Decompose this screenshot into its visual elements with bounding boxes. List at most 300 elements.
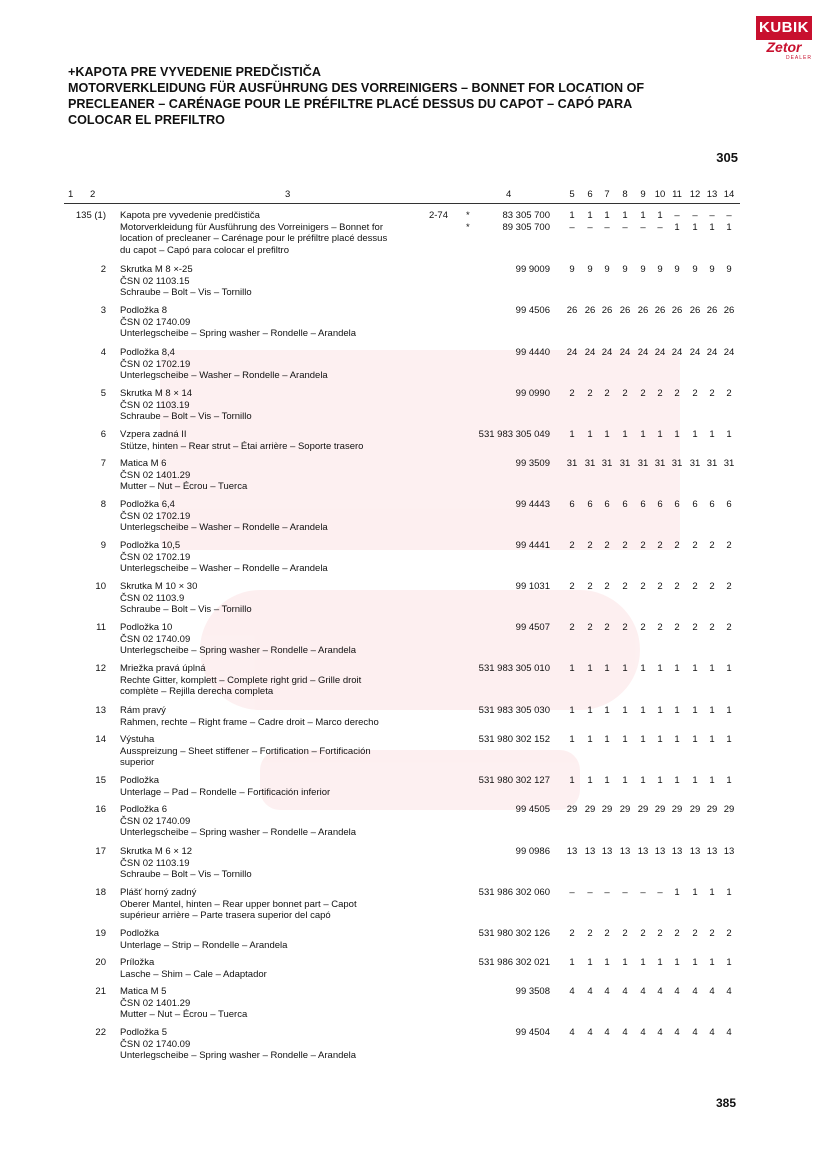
quantity-cell: 2 [569,928,575,939]
quantity-cell: 1 [692,221,698,233]
part-description [120,210,460,256]
quantity-cell: 1 [604,429,610,440]
quantity-cell: 9 [657,264,663,275]
quantity-cell: 26 [566,305,578,316]
position-number: 2 [100,264,106,275]
quantity-cell: 24 [689,347,701,358]
quantity-cell: 4 [604,1027,610,1038]
quantity-cell: – [622,887,628,898]
description-line: Skrutka M 8 × 14 [120,388,193,399]
part-number: 89 305 700 [502,221,550,233]
quantity-cell: 1 [726,887,732,898]
title-line: PRECLEANER – CARÉNAGE POUR LE PRÉFILTRE PLACÉ DESSUS DU CAPOT – CAPÓ PARA [68,97,633,111]
quantity-cell: 1 [657,775,663,786]
quantity-cell: 9 [674,264,680,275]
quantity-cell: 13 [637,846,649,857]
quantity-cell: 4 [640,986,646,997]
quantity-cell: – [674,210,680,221]
quantity-cell: 2 [622,622,628,633]
quantity-cell: 24 [619,347,631,358]
quantity-cell: 1 [674,705,680,716]
logo-sub: Zetor [766,39,802,55]
description-line: Matica M 5 [120,986,167,997]
description-line: ČSN 02 1103.19 [120,399,190,411]
quantity-cell: 4 [569,986,575,997]
quantity-cell: 2 [657,928,663,939]
quantity-cell: 13 [619,846,631,857]
quantity-cell: 13 [566,846,578,857]
quantity-cell: 13 [601,846,613,857]
quantity-cell: 13 [584,846,596,857]
quantity-cell: 1 [726,957,732,968]
description-line: Unterlegscheibe – Spring washer – Rondelle – Arandela [120,328,357,339]
quantity-cell: 2 [640,622,646,633]
quantity-cell: 6 [674,499,680,510]
quantity-cell: 6 [622,499,628,510]
quantity-cell: 6 [709,499,715,510]
description-line: ČSN 02 1702.19 [120,358,191,370]
position-number: 14 [95,734,106,745]
quantity-cell: 31 [723,458,735,469]
part-number: 531 983 305 010 [478,663,550,674]
quantity-cell: 1 [569,957,575,968]
quantity-cell: 29 [566,804,578,815]
quantity-cell: 6 [604,499,610,510]
quantity-cell: 1 [674,429,680,440]
quantity-cell: 2 [640,388,646,399]
quantity-cell: 2 [709,388,715,399]
quantity-cell: 2 [569,581,575,592]
quantity-cell: 31 [706,458,718,469]
description-line: Výstuha [120,734,155,745]
description-line: ČSN 02 1401.29 [120,469,191,481]
quantity-cell: 2 [657,388,663,399]
description-line: Mutter – Nut – Écrou – Tuerca [120,1009,248,1020]
quantity-cell: – [587,221,593,233]
quantity-cell: 1 [709,957,715,968]
quantity-cell: 4 [657,1027,663,1038]
validity-date: 2-74 [428,210,448,221]
quantity-cell: – [709,210,715,221]
part-description [120,347,460,382]
quantity-cell: 2 [692,581,698,592]
column-header-qty: 10 [654,189,666,200]
position-number: 8 [100,499,106,510]
quantity-cell: 4 [657,986,663,997]
quantity-cell: 9 [692,264,698,275]
description-line: Kapota pre vyvedenie predčističa [120,210,260,221]
quantity-cell: 1 [692,734,698,745]
position-number: 12 [95,663,106,674]
part-number: 531 983 305 049 [478,429,550,440]
description-line: ČSN 02 1702.19 [120,551,191,563]
quantity-cell: 13 [654,846,666,857]
quantity-cell: 1 [692,957,698,968]
quantity-cell: 2 [692,928,698,939]
quantity-cell: 29 [637,804,649,815]
quantity-cell: 1 [604,663,610,674]
quantity-cell: 2 [604,622,610,633]
part-number: 99 4443 [515,499,550,510]
quantity-cell: 4 [622,986,628,997]
quantity-cell: 2 [674,581,680,592]
quantity-cell: 4 [569,1027,575,1038]
quantity-cell: 2 [726,581,732,592]
page-title [68,64,728,128]
quantity-cell: 1 [604,957,610,968]
quantity-cell: 2 [640,540,646,551]
quantity-cell: 4 [709,1027,715,1038]
quantity-cell: 1 [587,705,593,716]
quantity-cell: 4 [726,1027,732,1038]
quantity-cell: 1 [604,775,610,786]
description-line: ČSN 02 1401.29 [120,997,191,1009]
quantity-cell: 24 [566,347,578,358]
quantity-cell: 1 [709,221,715,233]
column-header-qty: 9 [640,189,646,200]
quantity-cell: 4 [674,986,680,997]
description-line: Matica M 6 [120,458,167,469]
quantity-cell: 2 [587,388,593,399]
quantity-cell: 1 [587,775,593,786]
quantity-cell: 1 [622,429,628,440]
description-line: location of precleaner – Carénage pour le préfiltre placé dessus [120,233,388,244]
description-line: Rahmen, rechte – Right frame – Cadre droit – Marco derecho [120,716,379,728]
quantity-cell: 31 [654,458,666,469]
title-line: +KAPOTA PRE VYVEDENIE PREDČISTIČA [68,65,321,79]
quantity-cell: 1 [622,210,628,221]
quantity-cell: 26 [654,305,666,316]
part-description [120,622,460,657]
description-line: Vzpera zadná II [120,429,187,440]
description-line: Unterlegscheibe – Spring washer – Rondelle – Arandela [120,1050,357,1061]
description-line: supérieur arrière – Parte trasera superior del capó [120,910,331,921]
quantity-cell: 2 [709,622,715,633]
quantity-cell: 29 [654,804,666,815]
quantity-cell: 2 [674,928,680,939]
quantity-cell: 2 [726,622,732,633]
description-line: Rám pravý [120,705,166,716]
quantity-cell: 1 [604,705,610,716]
quantity-cell: 9 [622,264,628,275]
quantity-cell: 4 [640,1027,646,1038]
quantity-cell: 9 [587,264,593,275]
quantity-cell: 1 [657,957,663,968]
quantity-cell: 31 [689,458,701,469]
quantity-cell: 4 [692,1027,698,1038]
column-header-qty: 13 [706,189,718,200]
part-description [120,540,460,575]
description-line: Lasche – Shim – Cale – Adaptador [120,968,267,980]
quantity-cell: 1 [587,210,593,221]
quantity-cell: 1 [726,775,732,786]
quantity-cell: 4 [587,986,593,997]
column-header-qty: 14 [723,189,735,200]
quantity-cell: – [657,887,663,898]
quantity-cell: – [569,221,575,233]
quantity-cell: – [640,221,646,233]
description-line: ČSN 02 1103.19 [120,857,190,869]
quantity-cell: 2 [709,540,715,551]
position-number: 17 [95,846,106,857]
quantity-cell: 2 [622,928,628,939]
part-description [120,775,460,798]
description-line: Skrutka M 10 × 30 [120,581,198,592]
quantity-cell: 24 [706,347,718,358]
quantity-cell: 1 [587,663,593,674]
part-description [120,264,460,299]
description-line: Unterlegscheibe – Spring washer – Rondelle – Arandela [120,827,357,838]
description-line: du capot – Capó para colocar el prefiltro [120,244,289,256]
description-line: Motorverkleidung für Ausführung des Vorreinigers – Bonnet for [120,221,383,233]
description-line: ČSN 02 1740.09 [120,1038,191,1050]
description-line: Unterlegscheibe – Spring washer – Rondelle – Arandela [120,645,357,656]
part-number: 99 1031 [515,581,550,592]
quantity-cell: – [587,887,593,898]
description-line: Príložka [120,957,155,968]
quantity-cell: 1 [709,705,715,716]
part-number: 531 980 302 126 [478,928,550,939]
quantity-cell: 2 [657,581,663,592]
footnote-marker: * [466,210,470,221]
quantity-cell: – [604,221,610,233]
description-line: Unterlegscheibe – Washer – Rondelle – Arandela [120,522,328,533]
quantity-cell: 29 [706,804,718,815]
quantity-cell: 2 [622,540,628,551]
position-number: 18 [95,887,106,898]
part-description [120,957,460,980]
quantity-cell: 2 [692,622,698,633]
position-number: 6 [100,429,106,440]
section-number: 305 [716,150,738,165]
description-line: Podložka 6 [120,804,168,815]
position-number: 13 [95,705,106,716]
quantity-cell: 1 [657,429,663,440]
quantity-cell: 1 [569,705,575,716]
part-description [120,388,460,423]
quantity-cell: 1 [640,705,646,716]
part-description [120,734,460,769]
quantity-cell: 1 [709,775,715,786]
quantity-cell: 31 [671,458,683,469]
quantity-cell: 2 [587,540,593,551]
quantity-cell: 13 [706,846,718,857]
quantity-cell: 1 [692,887,698,898]
quantity-cell: 1 [569,210,575,221]
quantity-cell: 1 [657,210,663,221]
kubik-zetor-logo [756,16,812,61]
quantity-cell: 1 [640,734,646,745]
description-line: Podložka 10,5 [120,540,181,551]
quantity-cell: 4 [622,1027,628,1038]
column-header-qty: 6 [587,189,593,200]
description-line: Unterlage – Pad – Rondelle – Fortificación inferior [120,786,331,798]
quantity-cell: – [569,887,575,898]
quantity-cell: 1 [587,734,593,745]
position-number: 15 [95,775,106,786]
quantity-cell: 2 [622,388,628,399]
quantity-cell: 4 [709,986,715,997]
column-header-qty: 8 [622,189,628,200]
quantity-cell: 2 [622,581,628,592]
quantity-cell: 13 [723,846,735,857]
position-number: 10 [95,581,106,592]
part-description [120,705,460,728]
column-header-4: 4 [506,189,512,200]
quantity-cell: 2 [692,388,698,399]
quantity-cell: 1 [709,429,715,440]
quantity-cell: 1 [569,429,575,440]
quantity-cell: 24 [671,347,683,358]
quantity-cell: 31 [601,458,613,469]
quantity-cell: 1 [692,705,698,716]
quantity-cell: 1 [692,775,698,786]
quantity-cell: 1 [674,221,680,233]
quantity-cell: 2 [640,928,646,939]
quantity-cell: 24 [637,347,649,358]
quantity-cell: 1 [569,663,575,674]
logo-brand: KUBIK [756,16,812,40]
quantity-cell: 29 [601,804,613,815]
part-number: 531 980 302 127 [478,775,550,786]
quantity-cell: 2 [587,928,593,939]
quantity-cell: 26 [619,305,631,316]
quantity-cell: 2 [674,388,680,399]
quantity-cell: 1 [674,734,680,745]
column-header-2: 2 [90,189,96,200]
quantity-cell: – [640,887,646,898]
logo-tag: DEALER [785,55,812,61]
quantity-cell: 1 [640,663,646,674]
quantity-cell: 24 [601,347,613,358]
part-description [120,804,460,839]
column-header-qty: 5 [569,189,575,200]
quantity-cell: 1 [622,734,628,745]
part-number: 99 9009 [515,264,550,275]
position-number: 5 [100,388,106,399]
position-number: 3 [100,305,106,316]
quantity-cell: 1 [640,210,646,221]
column-header-qty: 12 [689,189,701,200]
quantity-cell: 4 [674,1027,680,1038]
description-line: Schraube – Bolt – Vis – Tornillo [120,287,252,298]
quantity-cell: 2 [569,622,575,633]
part-description [120,499,460,534]
quantity-cell: 6 [569,499,575,510]
quantity-cell: 1 [709,887,715,898]
part-number: 531 986 302 060 [478,887,550,898]
quantity-cell: 1 [587,429,593,440]
part-number: 531 980 302 152 [478,734,550,745]
title-line: MOTORVERKLEIDUNG FÜR AUSFÜHRUNG DES VORREINIGERS – BONNET FOR LOCATION OF [68,81,645,95]
description-line: ČSN 02 1740.09 [120,815,191,827]
quantity-cell: 1 [657,705,663,716]
quantity-cell: 1 [587,957,593,968]
quantity-cell: 2 [587,622,593,633]
description-line: Unterlegscheibe – Washer – Rondelle – Arandela [120,563,328,574]
description-line: Podložka 8 [120,305,168,316]
quantity-cell: 1 [569,734,575,745]
part-number: 99 0990 [515,388,550,399]
quantity-cell: 2 [726,388,732,399]
quantity-cell: 31 [619,458,631,469]
part-number: 99 3508 [515,986,550,997]
description-line: Schraube – Bolt – Vis – Tornillo [120,604,252,615]
quantity-cell: 1 [569,775,575,786]
quantity-cell: 1 [709,663,715,674]
quantity-cell: 6 [587,499,593,510]
description-line: Podložka [120,928,160,939]
quantity-cell: 9 [640,264,646,275]
quantity-cell: 9 [569,264,575,275]
part-number: 99 4507 [515,622,550,633]
description-line: ČSN 02 1740.09 [120,316,191,328]
quantity-cell: 2 [657,540,663,551]
quantity-cell: 1 [726,734,732,745]
quantity-cell: – [657,221,663,233]
position-number: 16 [95,804,106,815]
quantity-cell: 6 [640,499,646,510]
quantity-cell: 2 [674,540,680,551]
description-line: Mriežka pravá úplná [120,663,206,674]
quantity-cell: 2 [726,928,732,939]
description-line: Stütze, hinten – Rear strut – Étai arrière – Soporte trasero [120,440,364,452]
part-number: 83 305 700 [502,210,550,221]
description-line: Plášť horný zadný [120,887,197,898]
quantity-cell: 6 [692,499,698,510]
quantity-cell: 1 [674,957,680,968]
quantity-cell: 2 [674,622,680,633]
quantity-cell: 1 [692,429,698,440]
quantity-cell: 2 [709,928,715,939]
description-line: complète – Rejilla derecha completa [120,686,274,697]
part-description [120,663,460,698]
quantity-cell: 2 [604,928,610,939]
description-line: Podložka [120,775,160,786]
quantity-cell: 1 [692,663,698,674]
part-number: 99 3509 [515,458,550,469]
page-number: 385 [715,1096,736,1110]
description-line: ČSN 02 1103.15 [120,275,190,287]
quantity-cell: 31 [584,458,596,469]
quantity-cell: 2 [657,622,663,633]
position-number: 7 [100,458,106,469]
quantity-cell: 26 [723,305,735,316]
quantity-cell: 24 [723,347,735,358]
quantity-cell: 1 [604,734,610,745]
column-header-qty: 7 [604,189,610,200]
quantity-cell: 26 [671,305,683,316]
description-line: Oberer Mantel, hinten – Rear upper bonnet part – Capot [120,898,357,910]
quantity-cell: 1 [622,705,628,716]
quantity-cell: 1 [674,663,680,674]
quantity-cell: 13 [671,846,683,857]
position-number: 22 [95,1027,106,1038]
part-description [120,429,460,452]
quantity-cell: 4 [604,986,610,997]
quantity-cell: 1 [657,663,663,674]
quantity-cell: 1 [622,663,628,674]
quantity-cell: 1 [709,734,715,745]
description-line: Podložka 8,4 [120,347,175,358]
part-number: 99 4504 [515,1027,550,1038]
position-number: 20 [95,957,106,968]
quantity-cell: 24 [584,347,596,358]
quantity-cell: 1 [674,775,680,786]
part-description [120,1027,460,1062]
footnote-marker: * [466,221,470,233]
description-line: Ausspreizung – Sheet stiffener – Fortification – Fortificación [120,745,371,757]
